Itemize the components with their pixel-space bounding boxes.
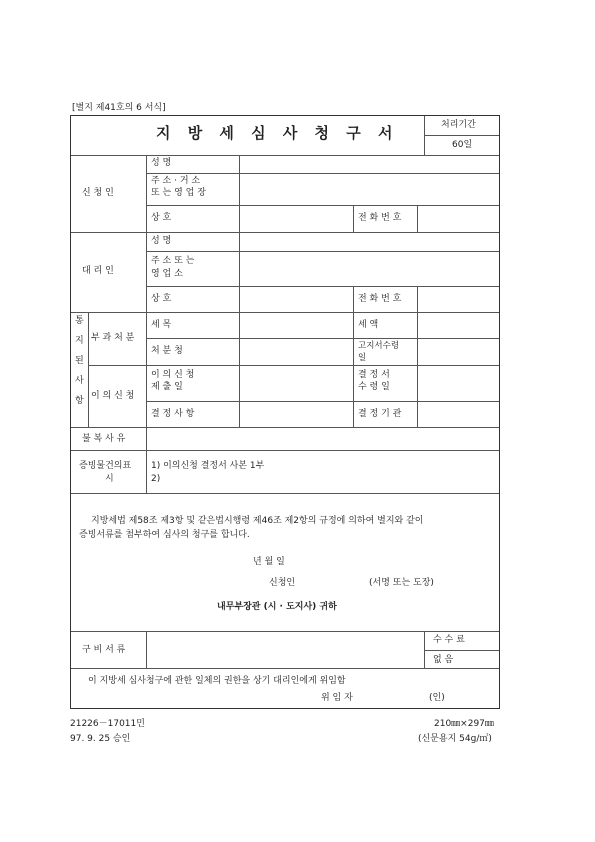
evidence-label: 증빙물건의표	[79, 461, 132, 471]
statement-text: 증빙서류를 첨부하여 심사의 청구를 합니다.	[79, 530, 250, 540]
row-divider	[71, 631, 499, 632]
decision-agency-field[interactable]	[419, 403, 497, 426]
applicant-section-label: 신 청 인	[82, 188, 114, 198]
processing-period-value: 60일	[452, 140, 473, 150]
col-divider	[146, 427, 147, 493]
row-divider	[146, 173, 499, 174]
row-divider	[424, 650, 499, 651]
evidence-item: 2)	[151, 474, 161, 484]
objection-date-label: 이 의 신 청	[151, 370, 195, 380]
col-divider	[88, 312, 89, 427]
signature-note: (서명 또는 도장)	[369, 578, 434, 588]
row-divider	[146, 205, 499, 206]
notice-received-label: 고지서수령	[358, 341, 400, 351]
agent-section-label: 대 리 인	[82, 266, 114, 276]
applicant-phone-label: 전 화 번 호	[358, 213, 402, 223]
objection-date-field[interactable]	[241, 367, 351, 400]
col-divider	[146, 155, 147, 427]
paper-type: (신문용지 54g/㎡)	[418, 734, 492, 744]
decision-received-date-field[interactable]	[419, 367, 497, 400]
row-divider	[146, 338, 499, 339]
attachments-field[interactable]	[149, 633, 421, 667]
disposition-office-label: 처 분 청	[151, 346, 183, 356]
fee-value: 없 음	[433, 655, 454, 665]
tax-item-field[interactable]	[241, 314, 351, 337]
agent-business-field[interactable]	[241, 288, 351, 311]
attachments-label: 구 비 서 류	[82, 645, 126, 655]
applicant-business-field[interactable]	[241, 207, 351, 231]
evidence-label: 시	[105, 474, 114, 484]
applicant-address-label: 또 는 영 업 장	[151, 188, 206, 198]
row-divider	[146, 401, 499, 402]
agent-address-label: 주 소 또 는	[151, 256, 195, 266]
decision-received-label: 수 령 일	[358, 382, 390, 392]
col-divider	[417, 312, 418, 427]
seal-mark: (인)	[429, 693, 445, 703]
addressee: 내무부장관 (시 · 도지사) 귀하	[217, 602, 337, 612]
tax-amount-field[interactable]	[419, 314, 497, 337]
row-divider	[146, 286, 499, 287]
row-divider	[71, 155, 499, 156]
col-divider	[353, 312, 354, 427]
applicant-name-label: 성 명	[151, 158, 172, 168]
form-title: 지 방 세 심 사 청 구 서	[156, 124, 399, 142]
evidence-item: 1) 이의신청 결정서 사본 1부	[151, 461, 265, 471]
date-line: 년 월 일	[253, 557, 285, 567]
applicant-business-label: 상 호	[151, 213, 172, 223]
notice-section-char: 사	[75, 376, 84, 386]
assessment-label: 부 과 처 분	[91, 333, 135, 343]
applicant-name-field[interactable]	[241, 157, 423, 171]
row-divider	[71, 312, 499, 313]
row-divider	[88, 365, 499, 366]
col-divider	[239, 155, 240, 427]
objection-date-label: 제 출 일	[151, 382, 183, 392]
decision-received-label: 결 정 서	[358, 370, 390, 380]
col-divider	[424, 116, 425, 155]
dissatisfaction-label: 불 복 사 유	[82, 434, 126, 444]
tax-amount-label: 세 액	[358, 320, 379, 330]
row-divider	[71, 493, 499, 494]
applicant-phone-field[interactable]	[419, 207, 497, 231]
paper-size: 210㎜×297㎜	[434, 719, 494, 729]
agent-name-field[interactable]	[241, 234, 497, 250]
form-number-label: [별지 제41호의 6 서식]	[72, 103, 166, 113]
decision-matters-field[interactable]	[241, 403, 351, 426]
notice-section-char: 항	[75, 396, 84, 406]
row-divider	[71, 668, 499, 669]
row-divider	[424, 135, 499, 136]
agent-phone-field[interactable]	[419, 288, 497, 311]
notice-received-date-field[interactable]	[419, 340, 497, 364]
notice-received-label: 일	[358, 353, 367, 363]
row-divider	[71, 427, 499, 428]
disposition-office-field[interactable]	[241, 340, 351, 364]
notice-section-char: 된	[75, 356, 84, 366]
tax-item-label: 세 목	[151, 320, 172, 330]
statement-text: 지방세법 제58조 제3항 및 같은법시행령 제46조 제2항의 규정에 의하여 별지와 같이	[91, 516, 424, 526]
notice-section-char: 통	[75, 316, 84, 326]
applicant-address-label: 주 소 · 거 소	[151, 176, 201, 186]
petition-form	[70, 115, 500, 709]
notice-section-char: 지	[75, 336, 84, 346]
fee-label: 수 수 료	[433, 635, 465, 645]
applicant-signature-field[interactable]	[303, 574, 365, 590]
dissatisfaction-field[interactable]	[149, 429, 497, 449]
delegator-signature-field[interactable]	[367, 690, 425, 706]
delegation-text: 이 지방세 심사청구에 관한 일체의 권한을 상기 대리인에게 위임함	[88, 676, 346, 686]
processing-period-label: 처리기간	[441, 120, 476, 130]
agent-address-label: 영 업 소	[151, 269, 183, 279]
applicant-signature-label: 신청인	[269, 578, 296, 588]
col-divider	[424, 631, 425, 668]
col-divider	[146, 631, 147, 668]
col-divider	[417, 205, 418, 232]
agent-business-label: 상 호	[151, 294, 172, 304]
approval-date: 97. 9. 25 승인	[70, 734, 131, 744]
row-divider	[71, 450, 499, 451]
row-divider	[146, 251, 499, 252]
agent-name-label: 성 명	[151, 236, 172, 246]
objection-label: 이 의 신 청	[91, 391, 135, 401]
col-divider	[417, 286, 418, 312]
col-divider	[353, 205, 354, 232]
col-divider	[353, 286, 354, 312]
agent-phone-label: 전 화 번 호	[358, 294, 402, 304]
row-divider	[71, 232, 499, 233]
delegator-label: 위 임 자	[321, 693, 353, 703]
decision-matters-label: 결 정 사 항	[151, 409, 195, 419]
decision-agency-label: 결 정 기 관	[358, 409, 402, 419]
form-code: 21226－17011민	[70, 719, 145, 729]
